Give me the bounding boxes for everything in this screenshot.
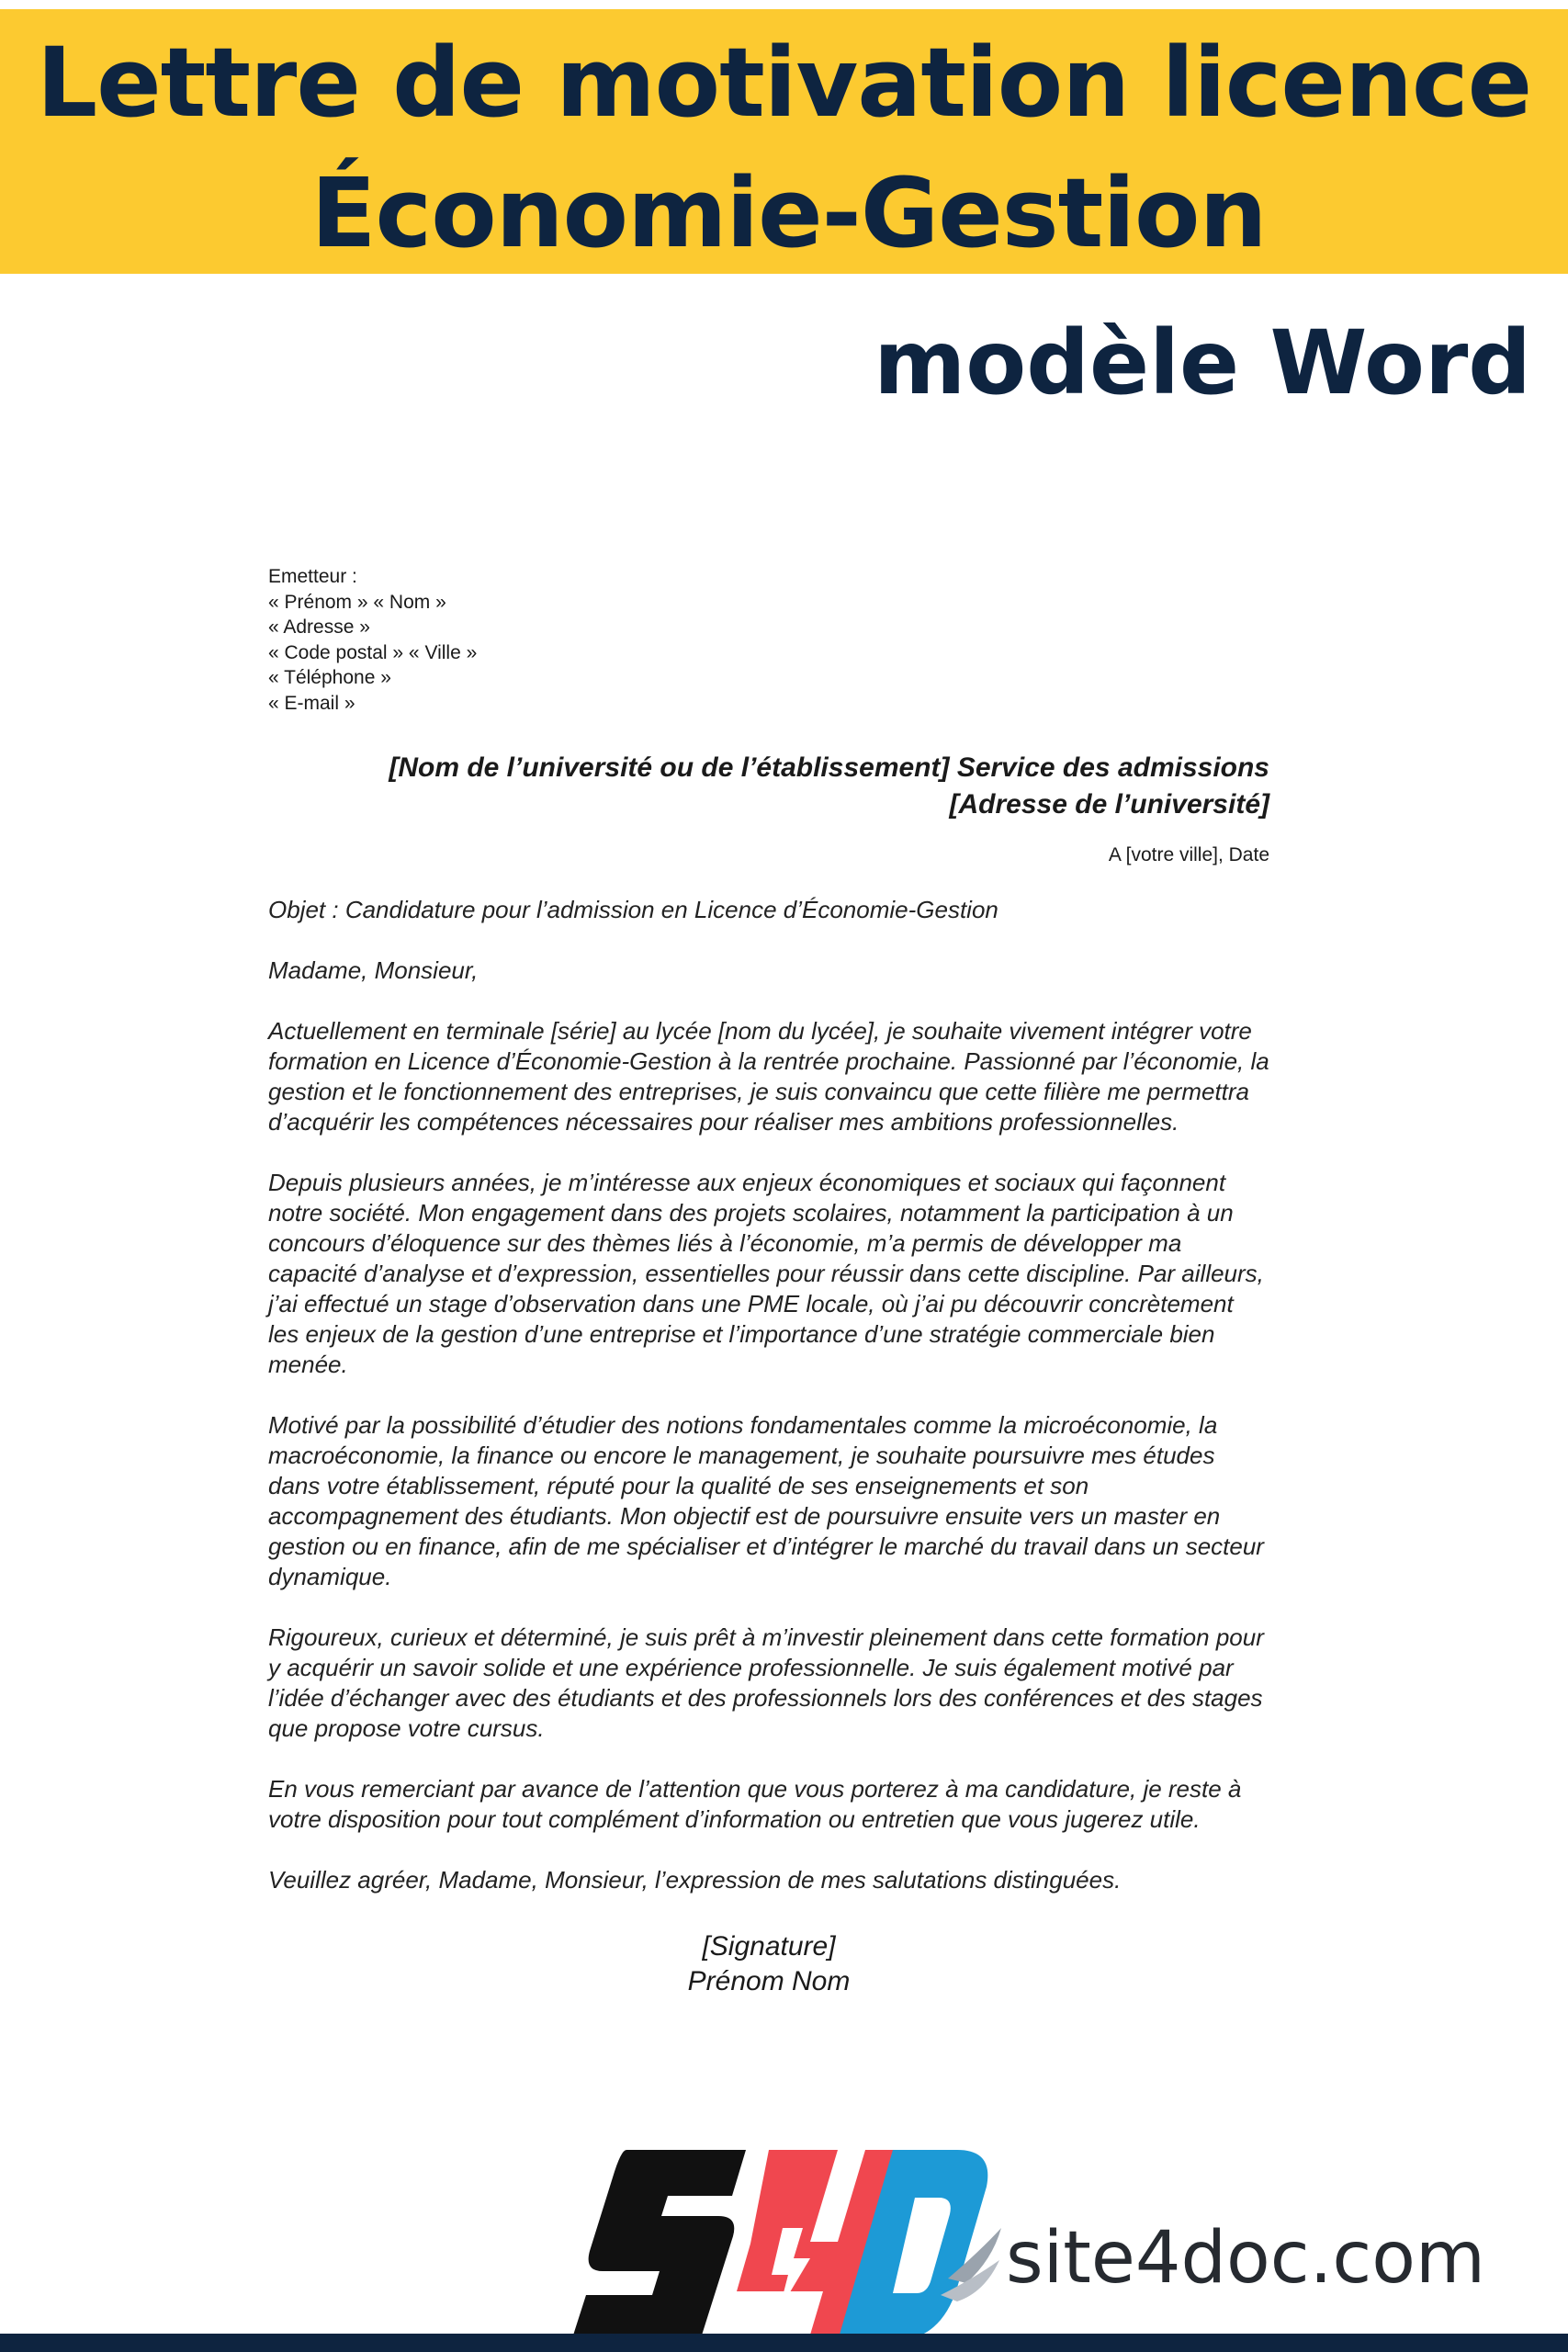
signature-placeholder: [Signature] (702, 1931, 836, 1962)
letter-paragraph: Actuellement en terminale [série] au lycée [nom du lycée], je souhaite vivement intégrer votre formation en Licence d’Économie-Gestion à la rentrée prochaine. Passionné par l’économie, la gestion et le fonctionnement des entreprises, je suis convaincu que cette filière me permettra d’acquérir les compétences nécessaires pour réaliser mes ambitions professionnelles. (268, 1017, 1269, 1136)
recipient-name: [Nom de l’université ou de l’établissement] Service des admissions (389, 752, 1269, 783)
letter-paragraph: En vous remerciant par avance de l’attention que vous porterez à ma candidature, je reste à votre disposition pour tout complément d’information ou entretien que vous jugerez utile. (268, 1775, 1242, 1833)
signature-block (268, 1929, 1269, 1999)
sender-name: « Prénom » « Nom » (268, 591, 446, 613)
letter-paragraph: Motivé par la possibilité d’étudier des notions fondamentales comme la microéconomie, la macroéconomie, la finance ou encore le management, je souhaite poursuivre mes études dans votre établissement, réputé pour la qualité de ses enseignements et son accompagnement des étudiants. Mon objectif est de poursuivre ensuite vers un master en gestion ou en finance, afin de me spécialiser et d’intégrer le marché du travail dans un secteur dynamique. (268, 1411, 1264, 1590)
sender-phone: « Téléphone » (268, 667, 391, 688)
letter-closing: Veuillez agréer, Madame, Monsieur, l’expression de mes salutations distinguées. (268, 1866, 1122, 1894)
title-banner (0, 9, 1568, 274)
place-date: A [votre ville], Date (1108, 844, 1269, 865)
page-title-line1: Lettre de motivation licence (36, 27, 1532, 139)
letter-subject: Objet : Candidature pour l’admission en Licence d’Économie-Gestion (268, 896, 998, 923)
sender-city: « Code postal » « Ville » (268, 641, 478, 663)
bottom-bar (0, 2334, 1568, 2352)
page-title-line2: Économie-Gestion (310, 157, 1267, 269)
recipient-address: [Adresse de l’université] (949, 789, 1269, 820)
letter-paragraph: Rigoureux, curieux et déterminé, je suis prêt à m’investir pleinement dans cette formation pour y acquérir un savoir solide et une expérience professionnelle. Je suis également motivé par l’idée d’échanger avec des étudiants et des professionnels lors des conférences et des stages que propose votre cursus. (268, 1623, 1264, 1742)
site-domain-link[interactable]: site4doc.com (1006, 2217, 1486, 2300)
letter-paragraph: Depuis plusieurs années, je m’intéresse aux enjeux économiques et sociaux qui façonnent notre société. Mon engagement dans des projets scolaires, notamment la participation à un concours d’éloquence sur des thèmes liés à l’économie, m’a permis de développer ma capacité d’analyse et d’expression, essentielles pour réussir dans cette discipline. Par ailleurs, j’ai effectué un stage d’observation dans une PME locale, où j’ai pu découvrir concrètement les enjeux de la gestion d’une entreprise et l’importance d’une stratégie commerciale bien menée. (268, 1169, 1264, 1378)
sender-address: « Adresse » (268, 616, 370, 638)
letter-document (268, 564, 1269, 1999)
recipient-block (268, 750, 1269, 823)
site4doc-logo[interactable] (562, 2141, 1003, 2352)
signature-name: Prénom Nom (687, 1966, 851, 1996)
sender-heading: Emetteur : (268, 566, 357, 587)
logo-letter-s (571, 2150, 746, 2341)
page-subtitle: modèle Word (874, 311, 1531, 414)
sender-email: « E-mail » (268, 692, 355, 714)
letter-salutation: Madame, Monsieur, (268, 956, 479, 984)
sender-block (268, 564, 1269, 716)
